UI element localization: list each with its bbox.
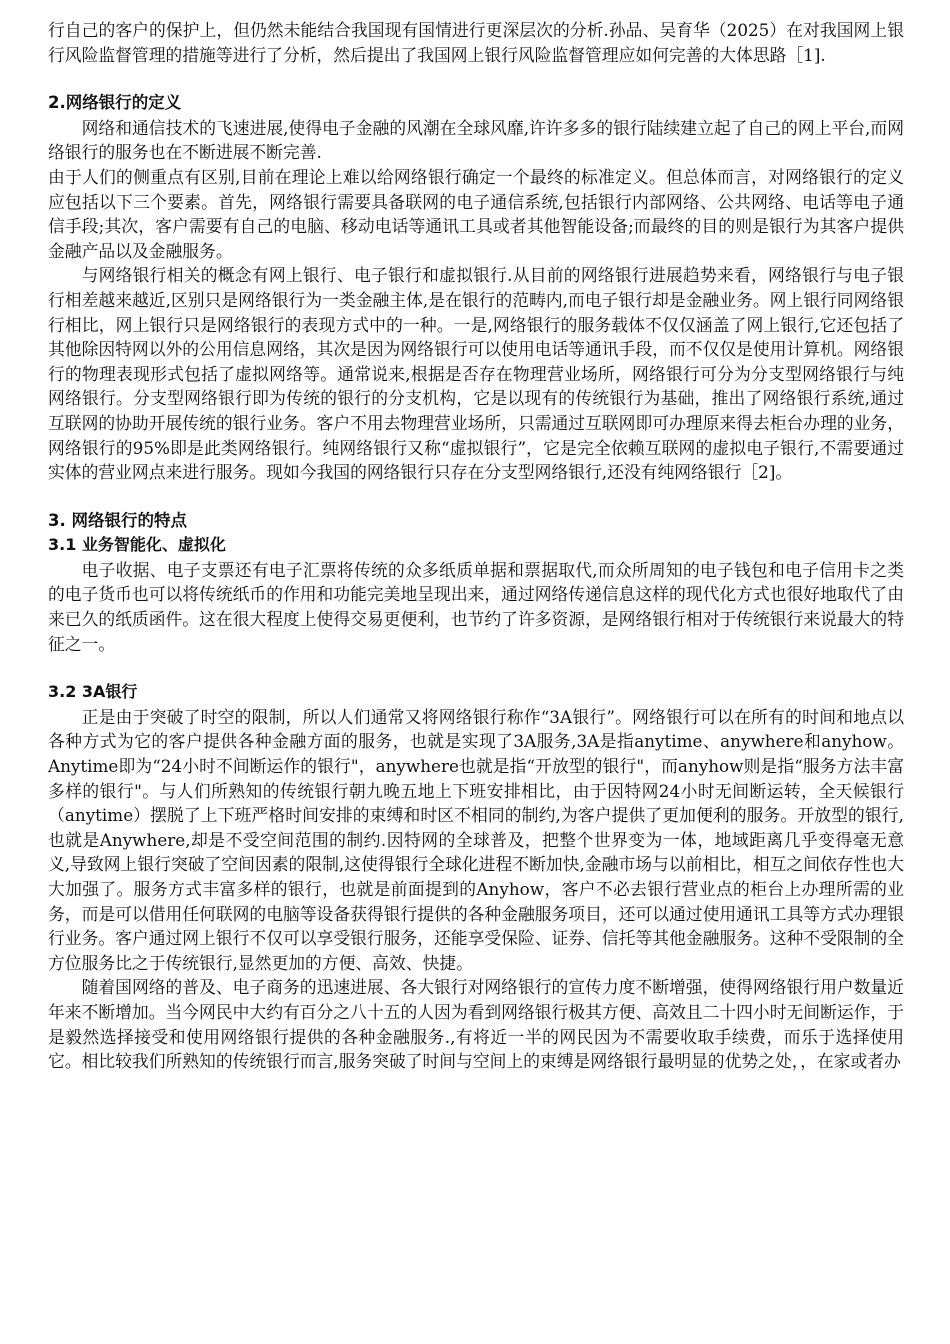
section-2-heading: 2.网络银行的定义 — [48, 93, 182, 113]
section-spacer — [48, 656, 904, 680]
section-spacer — [48, 485, 904, 509]
section-2-paragraph-2: 由于人们的侧重点有区别,目前在理论上难以给网络银行确定一个最终的标准定义。但总体而言，对网络银行的定义应包括以下三个要素。首先，网络银行需要具备联网的电子通信系统,包括银行内部网络、公共网络、电话等电子通信手段;其次，客户需要有自己的电脑、移动电话等通讯工具或者其他智能设备;而最终的目的则是银行为其客户提供金融产品以及金融服务。 — [48, 166, 904, 261]
section-2-paragraph-1: 网络和通信技术的飞速进展,使得电子金融的风潮在全球风靡,许许多多的银行陆续建立起了自己的网上平台,而网络银行的服务也在不断进展不断完善. — [48, 117, 904, 163]
subsection-3-2-paragraph-2: 随着国网络的普及、电子商务的迅速进展、各大银行对网络银行的宣传力度不断增强，使得网络银行用户数量近年来不断增加。当今网民中大约有百分之八十五的人因为看到网络银行极其方便、高效且二十四小时无间断运作，于是毅然选择接受和使用网络银行提供的各种金融服务.,有将近一半的网民因为不需要收取手续费，而乐于选择使用它。相比较我们所熟知的传统银行而言,服务突破了时间与空间上的束缚是网络银行最明显的优势之处，，在家或者办 — [48, 977, 904, 1072]
subsection-3-2-paragraph-1: 正是由于突破了时空的限制，所以人们通常又将网络银行称作“3A银行”。网络银行可以在所有的时间和地点以各种方式为它的客户提供各种金融方面的服务，也就是实现了3A服务,3A是指anytime、anywhere和anyhow。Anytime即为“24小时不间断运作的银行"，anywhere也就是指“开放型的银行"，而anyhow则是指“服务方法丰富多样的银行"。与人们所熟知的传统银行朝九晚五地上下班安排相比，由于因特网24小时无间断运转，全天候银行（anytime）摆脱了上下班严格时间安排的束缚和时区不相同的制约,为客户提供了更加便利的服务。开放型的银行,也就是Anywhere,却是不受空间范围的制约.因特网的全球普及，把整个世界变为一体，地域距离几乎变得毫无意义,导致网上银行突破了空间因素的限制,这使得银行全球化进程不断加快,金融市场与以前相比，相互之间依存性也大大加强了。服务方式丰富多样的银行，也就是前面提到的Anyhow，客户不必去银行营业点的柜台上办理所需的业务，而是可以借用任何联网的电脑等设备获得银行提供的各种金融服务项目，还可以通过使用通讯工具等方式办理银行业务。客户通过网上银行不仅可以享受银行服务，还能享受保险、证券、信托等其他金融服务。这种不受限制的全方位服务比之于传统银行,显然更加的方便、高效、快捷。 — [48, 706, 904, 973]
document-page — [48, 18, 904, 1074]
subsection-3-2-heading: 3.2 3A银行 — [48, 682, 138, 702]
intro-paragraph-tail: 行自己的客户的保护上，但仍然未能结合我国现有国情进行更深层次的分析.孙品、吴育华（2025）在对我国网上银行风险监督管理的措施等进行了分析，然后提出了我国网上银行风险监督管理应如何完善的大体思路［1]. — [48, 20, 904, 65]
subsection-3-1-paragraph: 电子收据、电子支票还有电子汇票将传统的众多纸质单据和票据取代,而众所周知的电子钱包和电子信用卡之类的电子货币也可以将传统纸币的作用和功能完美地呈现出来，通过网络传递信息这样的现代化方式也很好地取代了由来已久的纸质函件。这在很大程度上使得交易更便利，也节约了许多资源，是网络银行相对于传统银行来说最大的特征之一。 — [48, 559, 904, 654]
subsection-3-1-heading: 3.1 业务智能化、虚拟化 — [48, 535, 226, 555]
section-3-heading: 3. 网络银行的特点 — [48, 510, 187, 530]
section-spacer — [48, 67, 904, 91]
section-2-paragraph-3: 与网络银行相关的概念有网上银行、电子银行和虚拟银行.从目前的网络银行进展趋势来看，网络银行与电子银行相差越来越近,区别只是网络银行为一类金融主体,是在银行的范畴内,而电子银行却是金融业务。网上银行同网络银行相比，网上银行只是网络银行的表现方式中的一种。一是,网络银行的服务载体不仅仅涵盖了网上银行,它还包括了其他除因特网以外的公用信息网络，其次是因为网络银行可以使用电话等通讯手段，而不仅仅是使用计算机。网络银行的物理表现形式包括了虚拟网络等。通常说来,根据是否存在物理营业场所，网络银行可分为分支型网络银行与纯网络银行。分支型网络银行即为传统的银行的分支机构，它是以现有的传统银行为基础，推出了网络银行系统,通过互联网的协助开展传统的银行业务。客户不用去物理营业场所，只需通过互联网即可办理原来得去柜台办理的业务，网络银行的95%即是此类网络银行。纯网络银行又称“虚拟银行”，它是完全依赖互联网的虚拟电子银行,不需要通过实体的营业网点来进行服务。现如今我国的网络银行只存在分支型网络银行,还没有纯网络银行［2]。 — [48, 265, 904, 483]
